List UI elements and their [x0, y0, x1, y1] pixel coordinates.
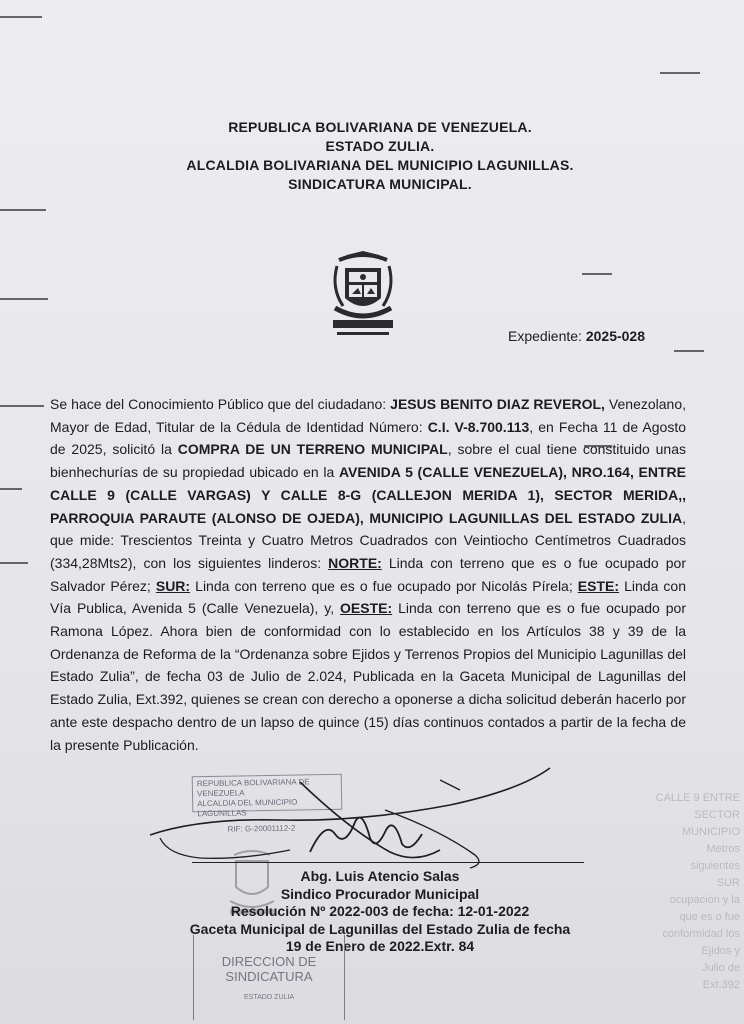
request-type: COMPRA DE UN TERRENO MUNICIPAL [177, 441, 448, 458]
signature-line [192, 862, 584, 863]
notice-text: , que mide: Trescientos Treinta y Cuatro Metros Cuadrados con Veintiocho Centímetros Cuadrados (334,28Mts2), con los siguientes linderos: [50, 509, 686, 571]
stamp-line: DIRECCION DE [221, 954, 317, 969]
header-office: SINDICATURA MUNICIPAL. [288, 176, 472, 192]
bleed-line: MUNICIPIO [681, 826, 740, 838]
scan-mark [0, 562, 28, 564]
boundary-south-label: SUR: [155, 577, 191, 594]
bleed-line: Ext.392 [702, 979, 740, 991]
scan-mark [660, 72, 700, 74]
header-country: REPUBLICA BOLIVARIANA DE VENEZUELA. [228, 119, 532, 135]
document-header [100, 118, 660, 194]
notice-paragraph [50, 393, 686, 756]
notice-text: , sobre el cual tiene constituido unas bienhechurías de su propiedad ubicado en la [50, 441, 686, 481]
boundary-west-label: OESTE: [340, 600, 393, 617]
signer-gaceta-date: 19 de Enero de 2022.Extr. 84 [285, 938, 475, 954]
notice-text: Linda con terreno que es o fue ocupado por Salvador Pérez; [50, 554, 686, 594]
bleed-line: ocupacion y la [669, 894, 740, 906]
header-state: ESTADO ZULIA. [325, 138, 435, 154]
scan-mark [0, 298, 48, 300]
bleed-line: siguientes [690, 860, 740, 872]
bleed-line: que es o fue [679, 911, 740, 923]
notice-text: Venezolano, Mayor de Edad, Titular de la Cédula de Identidad Número: [50, 396, 686, 435]
signer-title: Sindico Procurador Municipal [280, 885, 480, 902]
signer-name: Abg. Luis Atencio Salas [300, 868, 460, 884]
bleed-line: Metros [706, 843, 740, 855]
stamp-line: REPUBLICA BOLIVARIANA DE VENEZUELA [196, 777, 310, 799]
scan-mark [0, 488, 22, 490]
notice-text: Linda con terreno que es o fue ocupado por Ramona López. Ahora bien de conformidad con lo establecido en los Artículos 38 y 39 de la Ordenanza de Reforma de la “Ordenanza sobre Ejidos y Terrenos Propios del Municipio Lagunillas del Estado Zulia”, de fecha 03 de Julio de 2.024, Publicada en la Gaceta Municipal de Lagunillas del Estado Zulia, Ext.392, quienes se crean con derecho a oponerse a dicha solicitud deberán hacerlo por ante este despacho dentro de un lapso de quince (15) días continuos contados a partir de la fecha de la presente Publicación. [50, 600, 686, 753]
notice-text: , en Fecha 11 de Agosto de 2025, solicitó la [50, 418, 686, 458]
coat-of-arms-icon [325, 248, 401, 342]
notice-text: Linda con terreno que es o fue ocupado por Nicolás Pírela; [190, 577, 578, 594]
expediente-value: 2025-028 [585, 328, 646, 344]
notice-text: Linda con Vía Publica, Avenida 5 (Calle Venezuela), y, [50, 577, 686, 617]
expediente-number [508, 328, 645, 344]
stamp-line: ALCALDIA DEL MUNICIPIO LAGUNILLAS [197, 797, 298, 819]
stamp-rif: RIF: G-20001112-2 [227, 823, 296, 834]
bleed-line: conformidad los [662, 928, 740, 940]
stamp-line: SINDICATURA [225, 969, 313, 984]
applicant-name: JESUS BENITO DIAZ REVEROL, [390, 396, 605, 412]
signer-resolution: Resolución Nº 2022-003 de fecha: 12-01-2022 [230, 903, 530, 919]
header-municipality: ALCALDIA BOLIVARIANA DEL MUNICIPIO LAGUNILLAS. [186, 157, 574, 173]
scan-mark [674, 350, 704, 352]
applicant-id: C.I. V-8.700.113 [427, 418, 530, 435]
notice-text: Se hace del Conocimiento Público que del ciudadano: [50, 396, 391, 412]
property-address: AVENIDA 5 (CALLE VENEZUELA), NRO.164, ENTRE CALLE 9 (CALLE VARGAS) Y CALLE 8-G (CALLEJON MERIDA 1), SECTOR MERIDA,, PARROQUIA PARAUTE (ALONSO DE OJEDA), MUNICIPIO LAGUNILLAS DEL ESTADO ZULIA [50, 464, 686, 526]
scan-mark [0, 209, 46, 211]
bleed-line: Julio de [702, 962, 740, 974]
scan-mark [582, 273, 612, 275]
bleed-line: CALLE 9 ENTRE [655, 792, 740, 804]
signer-gaceta: Gaceta Municipal de Lagunillas del Estado Zulia de fecha [189, 920, 571, 937]
boundary-north-label: NORTE: [328, 554, 382, 571]
scan-mark [0, 405, 44, 407]
scan-mark [0, 16, 42, 18]
stamp-line: ESTADO ZULIA [243, 994, 295, 1001]
bleed-line: Ejidos y [701, 945, 740, 957]
bleed-line: SUR [716, 877, 740, 889]
expediente-label: Expediente: [508, 328, 582, 344]
official-stamp-bottom [193, 935, 345, 1020]
boundary-east-label: ESTE: [577, 577, 620, 594]
bleed-line: SECTOR [694, 809, 740, 821]
